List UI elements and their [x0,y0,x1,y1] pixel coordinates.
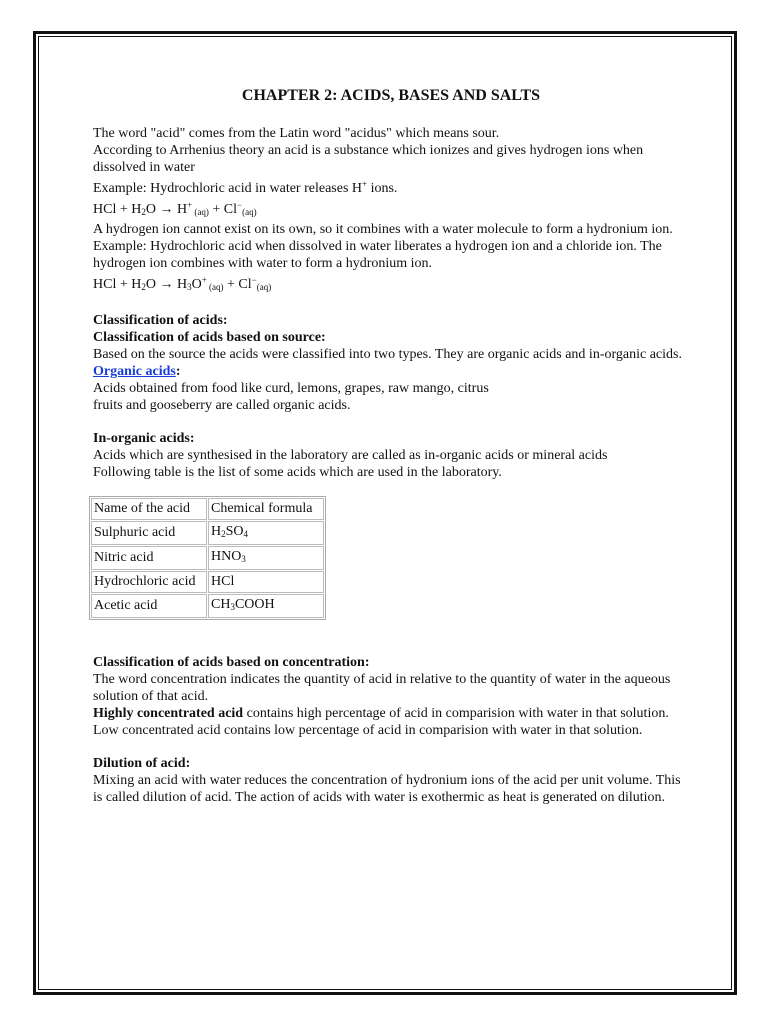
subscript: (aq) [256,282,272,292]
table-header-row [91,498,324,520]
subscript: 2 [141,207,146,217]
example-1-text: Example: Hydrochloric acid in water releases H [93,181,363,196]
formula-part: SO [225,524,244,539]
highly-concentrated-text: contains high percentage of acid in comparision with water in that solution. [243,706,669,721]
example-1 [93,176,683,197]
subscript: 2 [221,529,226,539]
eq-part: O [191,277,202,292]
acid-name: Hydrochloric acid [91,571,207,593]
intro-line-3: A hydrogen ion cannot exist on its own, so it combines with a water molecule to form a hydronium ion. [93,222,673,237]
classification-source-heading: Classification of acids based on source: [93,330,326,345]
classification-body: Based on the source the acids were classified into two types. They are organic acids and in-organic acids. [93,347,682,362]
inorganic-line-1: Acids which are synthesised in the laboratory are called as in-organic acids or mineral acids [93,448,608,463]
eq-part: HCl + H [93,277,142,292]
acid-formula: HCl [208,571,324,593]
eq-part: + Cl [208,202,238,217]
highly-concentrated-term: Highly concentrated acid [93,706,244,721]
example-1-suffix: ions. [367,181,398,196]
subscript: (aq) [206,282,224,292]
classification-heading: Classification of acids: [93,313,228,328]
superscript: + [201,275,207,285]
superscript: + [187,200,193,210]
inorganic-line-2: Following table is the list of some acids which are used in the laboratory. [93,465,502,480]
superscript: + [362,179,368,189]
formula-part: CH [211,597,231,612]
colon: : [175,364,181,379]
organic-line-2: fruits and gooseberry are called organic acids. [93,398,351,413]
formula-part: HNO [211,549,242,564]
table-row [91,546,324,570]
low-concentrated-para: Low concentrated acid contains low percentage of acid in comparision with water in that solution. [93,723,643,738]
acid-name: Acetic acid [91,594,207,618]
superscript: − [237,200,243,210]
subscript: (aq) [192,207,209,217]
subscript: 4 [243,529,249,539]
concentration-line-1: The word concentration indicates the quantity of acid in relative to the quantity of water in the aqueous solution of that acid. [93,672,671,704]
table-header-formula: Chemical formula [208,498,324,520]
acids-table [89,496,326,620]
eq-part: O → H [145,202,188,217]
chapter-title: CHAPTER 2: ACIDS, BASES AND SALTS [241,87,541,104]
acid-name: Sulphuric acid [91,521,207,545]
table-row [91,594,324,618]
subscript: 2 [141,282,146,292]
acid-formula [208,594,324,618]
table-row [91,571,324,593]
equation-1 [93,197,683,221]
subscript: 3 [187,282,192,292]
inorganic-heading: In-organic acids: [93,431,195,446]
intro-line-2: According to Arrhenius theory an acid is a substance which ionizes and gives hydrogen ions when dissolved in water [93,143,644,175]
subscript: (aq) [242,207,257,217]
table-header-name: Name of the acid [91,498,207,520]
eq-part: O → H [145,277,188,292]
highly-concentrated-para [93,705,683,722]
eq-part: + Cl [223,277,252,292]
intro-line-4: Example: Hydrochloric acid when dissolved in water liberates a hydrogen ion and a chloride ion. The hydrogen ion combines with water to form a hydronium ion. [93,239,662,271]
superscript: − [251,275,257,285]
acid-formula [208,521,324,545]
dilution-body: Mixing an acid with water reduces the concentration of hydronium ions of the acid per unit volume. This is called dilution of acid. The action of acids with water is exothermic as heat is generated on dilution. [93,773,681,805]
subscript: 3 [241,554,246,564]
concentration-heading: Classification of acids based on concentration: [93,655,370,670]
organic-acids-link[interactable]: Organic acids [93,364,176,379]
organic-line-1: Acids obtained from food like curd, lemons, grapes, raw mango, citrus [93,381,489,396]
dilution-heading: Dilution of acid: [93,756,191,771]
formula-part: H [211,524,222,539]
formula-part: COOH [234,597,275,612]
eq-part: HCl + H [93,202,142,217]
subscript: 3 [230,602,235,612]
document-body [93,86,683,806]
acid-formula [208,546,324,570]
equation-2 [93,272,683,296]
organic-acids-heading [93,363,683,380]
table-row [91,521,324,545]
acid-name: Nitric acid [91,546,207,570]
intro-line-1: The word "acid" comes from the Latin word "acidus" which means sour. [93,126,500,141]
